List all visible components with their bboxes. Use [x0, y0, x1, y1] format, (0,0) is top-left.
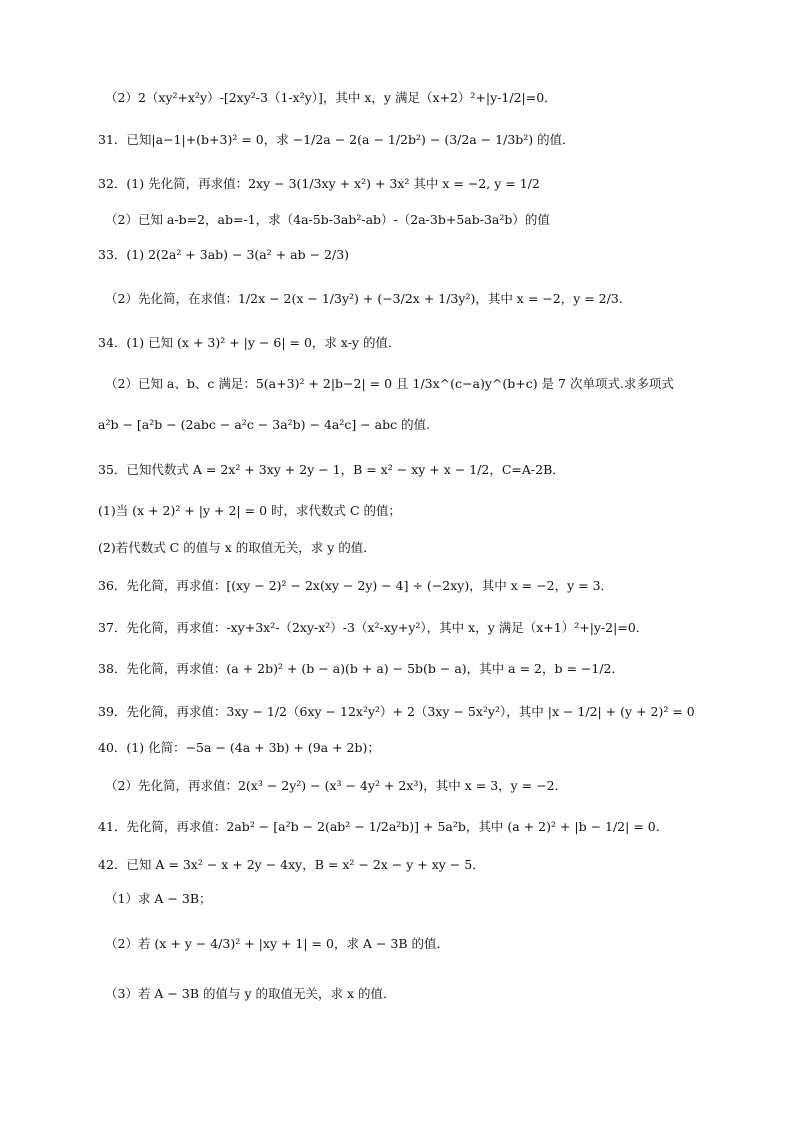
problem-30-part-2: （2）2（xy²+x²y）-[2xy²-3（1-x²y）]，其中 x，y 满足（x+2）²+|y-1/2|=0． — [105, 90, 557, 105]
problem-37: 37．先化简，再求值：-xy+3x²-（2xy-x²）-3（x²-xy+y²），其中 x，y 满足（x+1）²+|y-2|=0． — [98, 620, 649, 635]
problem-33-part-1: 33．(1) 2(2a² + 3ab) − 3(a² + ab − 2/3) — [98, 247, 350, 262]
problem-34-part-1: 34．(1) 已知 (x + 3)² + |y − 6| = 0，求 x-y 的值． — [98, 335, 401, 350]
problem-36: 36．先化简，再求值：[(xy − 2)² − 2x(xy − 2y) − 4] ÷ (−2xy)，其中 x = −2，y = 3． — [98, 578, 614, 593]
problem-32-part-2: （2）已知 a-b=2，ab=-1，求（4a-5b-3ab²-ab）-（2a-3b+5ab-3a²b）的值 — [105, 212, 550, 227]
problem-33-part-2: （2）先化简，在求值：1/2x − 2(x − 1/3y²) + (−3/2x + 1/3y²)，其中 x = −2，y = 2/3. — [105, 291, 623, 306]
problem-40-part-2: （2）先化简，再求值：2(x³ − 2y²) − (x³ − 4y² + 2x³)，其中 x = 3，y = −2． — [105, 778, 568, 793]
problem-35-part-1: (1)当 (x + 2)² + |y + 2| = 0 时，求代数式 C 的值； — [98, 503, 402, 518]
problem-34-polynomial: a²b − [a²b − (2abc − a²c − 3a²b) − 4a²c] − abc 的值. — [98, 417, 431, 432]
problem-42: 42．已知 A = 3x² − x + 2y − 4xy，B = x² − 2x − y + xy − 5． — [98, 857, 485, 872]
problem-42-part-1: （1）求 A − 3B； — [105, 891, 212, 906]
problem-31: 31．已知|a−1|+(b+3)² = 0，求 −1/2a − 2(a − 1/2b²) − (3/2a − 1/3b²) 的值． — [98, 132, 575, 147]
problem-42-part-3: （3）若 A − 3B 的值与 y 的取值无关，求 x 的值． — [105, 986, 396, 1001]
problem-38: 38．先化简，再求值：(a + 2b)² + (b − a)(b + a) − 5b(b − a)，其中 a = 2，b = −1/2． — [98, 661, 624, 676]
problem-39: 39．先化简，再求值：3xy − 1/2（6xy − 12x²y²）+ 2（3xy − 5x²y²），其中 |x − 1/2| + (y + 2)² = 0 — [98, 704, 695, 719]
problem-41: 41．先化简，再求值：2ab² − [a²b − 2(ab² − 1/2a²b)] + 5a²b，其中 (a + 2)² + |b − 1/2| = 0． — [98, 819, 669, 834]
problem-40-part-1: 40．(1) 化简：−5a − (4a + 3b) + (9a + 2b)； — [98, 740, 380, 755]
problem-35: 35．已知代数式 A = 2x² + 3xy + 2y − 1，B = x² − xy + x − 1/2，C=A-2B． — [98, 462, 565, 477]
problem-35-part-2: (2)若代数式 C 的值与 x 的取值无关，求 y 的值． — [98, 540, 376, 555]
problem-32-part-1: 32．(1) 先化简，再求值：2xy − 3(1/3xy + x²) + 3x² 其中 x = −2, y = 1/2 — [98, 176, 540, 191]
problem-42-part-2: （2）若 (x + y − 4/3)² + |xy + 1| = 0，求 A − 3B 的值． — [105, 936, 449, 951]
problem-34-part-2: （2）已知 a、b、c 满足：5(a+3)² + 2|b−2| = 0 且 1/3x^(c−a)y^(b+c) 是 7 次单项式.求多项式 — [105, 376, 674, 391]
